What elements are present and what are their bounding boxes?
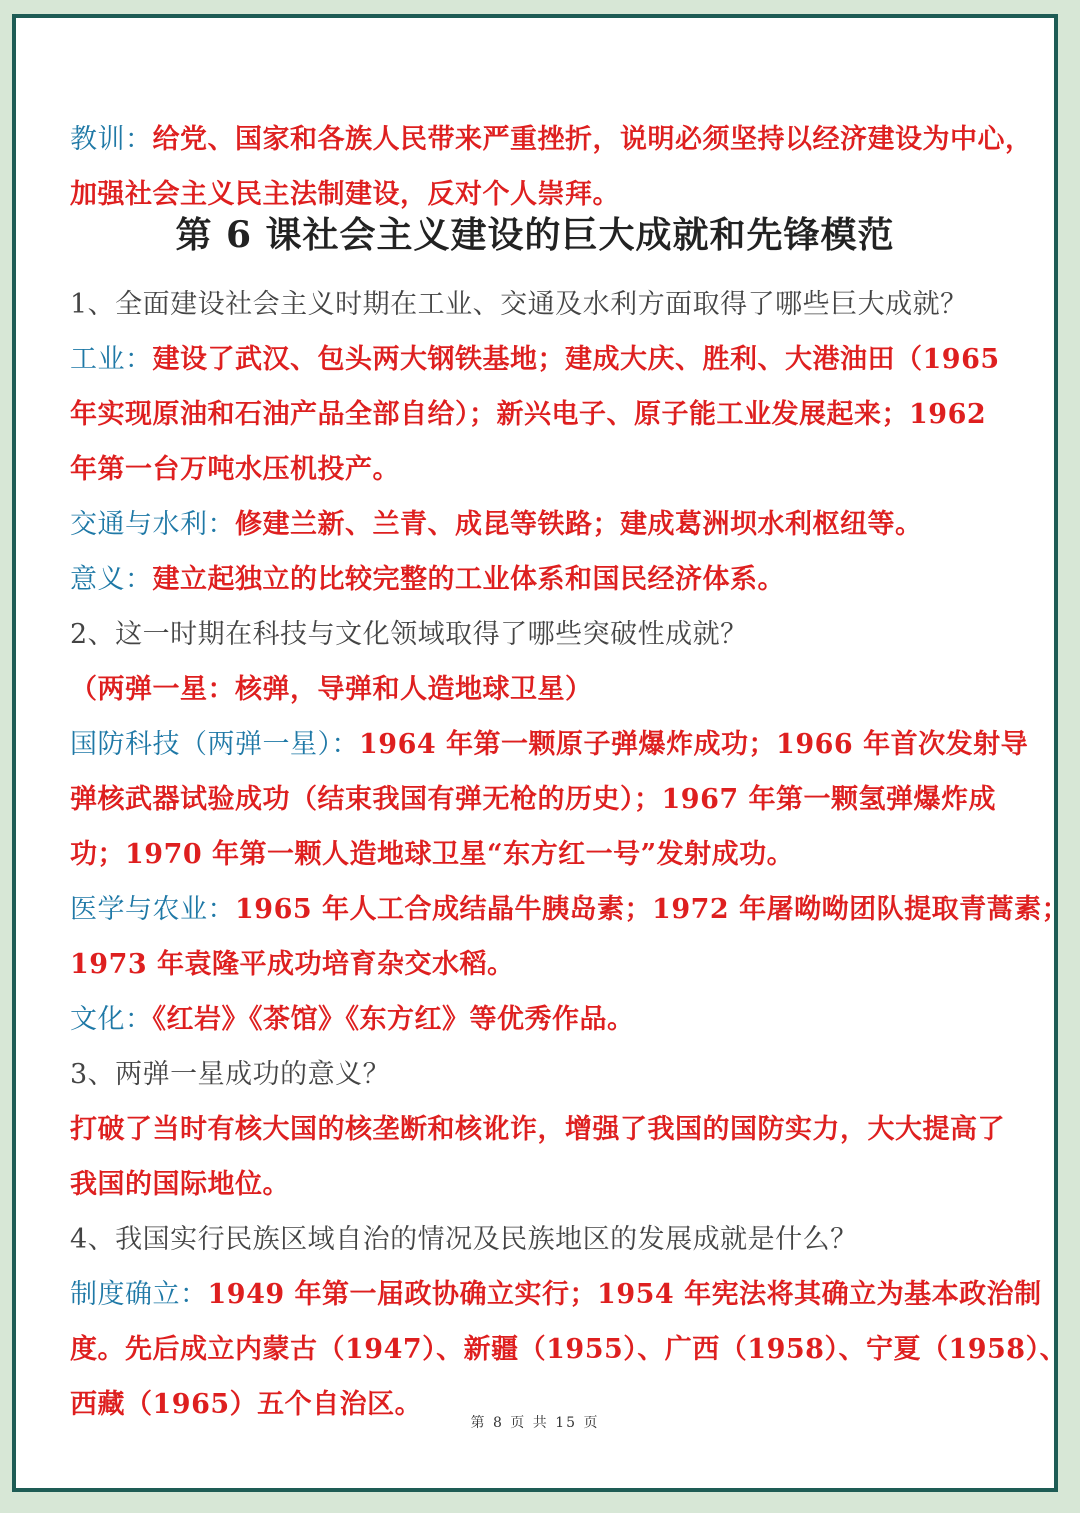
medicine-text: 1965 年人工合成结晶牛胰岛素；1972 年屠呦呦团队提取青蒿素； [235,894,1070,925]
industry-text: 建设了武汉、包头两大钢铁基地；建成大庆、胜利、大港油田（1965 [152,344,1000,375]
system-line-2: 度。先后成立内蒙古（1947）、新疆（1955）、广西（1958）、宁夏（1958）、 [70,1334,1068,1365]
question-2: 2、这一时期在科技与文化领域取得了哪些突破性成就？ [70,619,748,650]
answer-3-line-2: 我国的国际地位。 [70,1169,290,1200]
culture-text: 《红岩》《茶馆》《东方红》等优秀作品。 [152,1004,635,1035]
two-bombs-text: （两弹一星：核弹，导弹和人造地球卫星） [70,674,593,705]
transport-text: 修建兰新、兰青、成昆等铁路；建成葛洲坝水利枢纽等。 [235,509,923,540]
meaning-label: 意义： [70,564,153,595]
page-number: 第 8 页 共 15 页 [470,1415,600,1431]
question-1: 1、全面建设社会主义时期在工业、交通及水利方面取得了哪些巨大成就？ [70,289,968,320]
question-4: 4、我国实行民族区域自治的情况及民族地区的发展成就是什么？ [70,1224,858,1255]
lesson-title: 第 6 课社会主义建设的巨大成就和先锋模范 [175,214,895,256]
meaning-text: 建立起独立的比较完整的工业体系和国民经济体系。 [152,564,785,595]
culture-label: 文化： [70,1004,153,1035]
industry-line-2: 年实现原油和石油产品全部自给）；新兴电子、原子能工业发展起来；1962 [70,399,987,430]
meaning-line [70,562,1014,598]
industry-label: 工业： [70,344,153,375]
medicine-line-2: 1973 年袁隆平成功培育杂交水稻。 [70,949,515,980]
defense-label: 国防科技（两弹一星）： [70,729,359,760]
defense-line-2: 弹核武器试验成功（结束我国有弹无枪的历史）；1967 年第一颗氢弹爆炸成 [70,784,997,815]
two-bombs-note [70,672,1014,708]
industry-line-1 [70,342,1014,378]
system-text: 1949 年第一届政协确立实行；1954 年宪法将其确立为基本政治制 [207,1279,1042,1310]
transport-label: 交通与水利： [70,509,235,540]
lesson-text: 给党、国家和各族人民带来严重挫折，说明必须坚持以经济建设为中心， [152,124,1033,155]
medicine-label: 医学与农业： [70,894,235,925]
defense-text: 1964 年第一颗原子弹爆炸成功；1966 年首次发射导 [359,729,1029,760]
defense-line-3: 功；1970 年第一颗人造地球卫星“东方红一号”发射成功。 [70,839,795,870]
document-page [12,14,1070,1492]
defense-line-1 [70,727,1029,763]
lesson-text-cont: 加强社会主义民主法制建设，反对个人崇拜。 [70,179,620,210]
lesson-line [70,122,1033,158]
transport-line [70,507,1014,543]
answer-3-line-1: 打破了当时有核大国的核垄断和核讹诈，增强了我国的国防实力，大大提高了 [70,1114,1005,1145]
medicine-line-1 [70,892,1070,928]
lesson-label: 教训： [70,124,153,155]
culture-line [70,1002,1014,1038]
question-3: 3、两弹一星成功的意义？ [70,1059,391,1090]
industry-line-3: 年第一台万吨水压机投产。 [70,454,400,485]
system-line-1 [70,1277,1042,1313]
system-line-3: 西藏（1965）五个自治区。 [70,1389,423,1420]
system-label: 制度确立： [70,1279,208,1310]
